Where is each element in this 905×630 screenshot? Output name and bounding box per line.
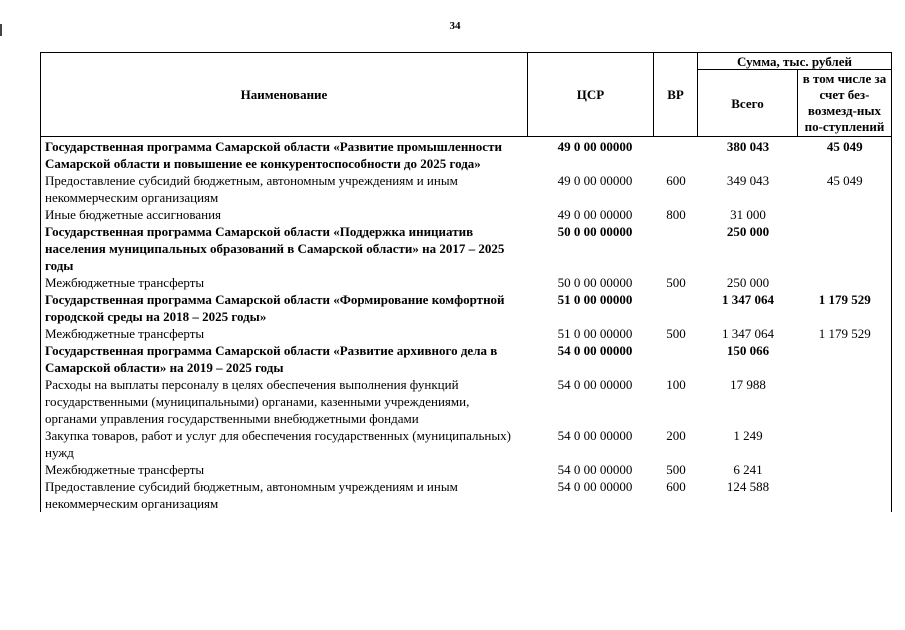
table-row xyxy=(41,172,892,206)
cell-gratis: 45 049 xyxy=(798,137,892,173)
header-vr: ВР xyxy=(654,53,698,137)
cell-csr: 51 0 00 00000 xyxy=(557,326,633,341)
cell-gratis: 1 179 529 xyxy=(798,291,892,325)
program-row xyxy=(41,291,892,325)
program-row xyxy=(41,223,892,274)
table-row xyxy=(41,206,892,223)
cell-total: 6 241 xyxy=(733,462,763,477)
cell-name: Государственная программа Самарской области «Поддержка инициатив населения муниципальных образований в Самарской области» на 2017 – 2025 годы xyxy=(41,223,528,274)
cell-total: 250 000 xyxy=(726,275,770,290)
cell-name: Расходы на выплаты персоналу в целях обеспечения выполнения функций государственными (муниципальными) органами, казенными учреждениями, органами управления государственными внебюджетными фондами xyxy=(41,376,528,427)
cell-gratis: 1 179 529 xyxy=(798,325,892,342)
budget-table xyxy=(40,52,892,512)
cell-name: Межбюджетные трансферты xyxy=(41,461,528,478)
cell-csr: 54 0 00 00000 xyxy=(557,377,633,392)
cell-csr: 54 0 00 00000 xyxy=(557,343,633,358)
header-csr: ЦСР xyxy=(528,53,654,137)
cell-vr: 500 xyxy=(666,275,686,290)
cell-gratis xyxy=(798,342,892,376)
cell-csr: 54 0 00 00000 xyxy=(557,479,633,494)
cell-total: 349 043 xyxy=(726,173,770,188)
cell-vr: 600 xyxy=(666,479,686,494)
header-sum-group: Сумма, тыс. рублей xyxy=(698,53,892,70)
cell-name: Предоставление субсидий бюджетным, автономным учреждениям и иным некоммерческим организациям xyxy=(41,172,528,206)
header-total: Всего xyxy=(698,70,798,137)
header-incl-gratis: в том числе за счет без-возмезд-ных по-ступлений xyxy=(798,70,892,137)
cell-csr: 54 0 00 00000 xyxy=(557,462,633,477)
table-row xyxy=(41,427,892,461)
cell-gratis xyxy=(798,478,892,512)
cell-vr xyxy=(654,137,698,173)
program-row xyxy=(41,137,892,173)
page-number: 34 xyxy=(449,20,461,32)
cell-csr: 51 0 00 00000 xyxy=(557,292,633,307)
cell-total: 124 588 xyxy=(726,479,770,494)
cell-total: 150 066 xyxy=(726,343,770,358)
cell-vr xyxy=(654,291,698,325)
cell-csr: 50 0 00 00000 xyxy=(557,275,633,290)
cell-total: 1 347 064 xyxy=(722,326,774,341)
scan-edge-mark xyxy=(0,24,2,36)
cell-total: 17 988 xyxy=(730,377,766,392)
table-row xyxy=(41,478,892,512)
cell-vr: 600 xyxy=(666,173,686,188)
cell-gratis xyxy=(798,427,892,461)
cell-csr: 50 0 00 00000 xyxy=(557,224,633,239)
cell-gratis xyxy=(798,206,892,223)
cell-total: 1 347 064 xyxy=(722,292,774,307)
cell-name: Иные бюджетные ассигнования xyxy=(41,206,528,223)
table-header xyxy=(41,53,892,137)
cell-vr: 500 xyxy=(666,462,686,477)
table-body xyxy=(41,137,892,513)
cell-gratis xyxy=(798,376,892,427)
table-row xyxy=(41,376,892,427)
table-row xyxy=(41,325,892,342)
cell-total: 250 000 xyxy=(726,224,770,239)
cell-name: Государственная программа Самарской области «Развитие промышленности Самарской области и повышение ее конкурентоспособности до 2025 года» xyxy=(41,137,528,173)
cell-name: Межбюджетные трансферты xyxy=(41,274,528,291)
header-name: Наименование xyxy=(41,53,528,137)
cell-name: Государственная программа Самарской области «Развитие архивного дела в Самарской области» на 2019 – 2025 годы xyxy=(41,342,528,376)
cell-vr: 100 xyxy=(666,377,686,392)
cell-name: Предоставление субсидий бюджетным, автономным учреждениям и иным некоммерческим организациям xyxy=(41,478,528,512)
cell-csr: 49 0 00 00000 xyxy=(557,139,633,154)
cell-total: 1 249 xyxy=(733,428,763,443)
cell-total: 31 000 xyxy=(730,207,766,222)
cell-gratis xyxy=(798,274,892,291)
cell-vr xyxy=(654,342,698,376)
cell-name: Государственная программа Самарской области «Формирование комфортной городской среды на 2018 – 2025 годы» xyxy=(41,291,528,325)
cell-gratis xyxy=(798,223,892,274)
cell-gratis xyxy=(798,461,892,478)
cell-name: Закупка товаров, работ и услуг для обеспечения государственных (муниципальных) нужд xyxy=(41,427,528,461)
program-row xyxy=(41,342,892,376)
cell-vr: 500 xyxy=(666,326,686,341)
table-row xyxy=(41,461,892,478)
cell-total: 380 043 xyxy=(726,139,770,154)
cell-csr: 54 0 00 00000 xyxy=(557,428,633,443)
cell-vr: 200 xyxy=(666,428,686,443)
cell-csr: 49 0 00 00000 xyxy=(557,207,633,222)
cell-gratis: 45 049 xyxy=(798,172,892,206)
table-row xyxy=(41,274,892,291)
cell-name: Межбюджетные трансферты xyxy=(41,325,528,342)
cell-vr: 800 xyxy=(666,207,686,222)
cell-vr xyxy=(654,223,698,274)
cell-csr: 49 0 00 00000 xyxy=(557,173,633,188)
